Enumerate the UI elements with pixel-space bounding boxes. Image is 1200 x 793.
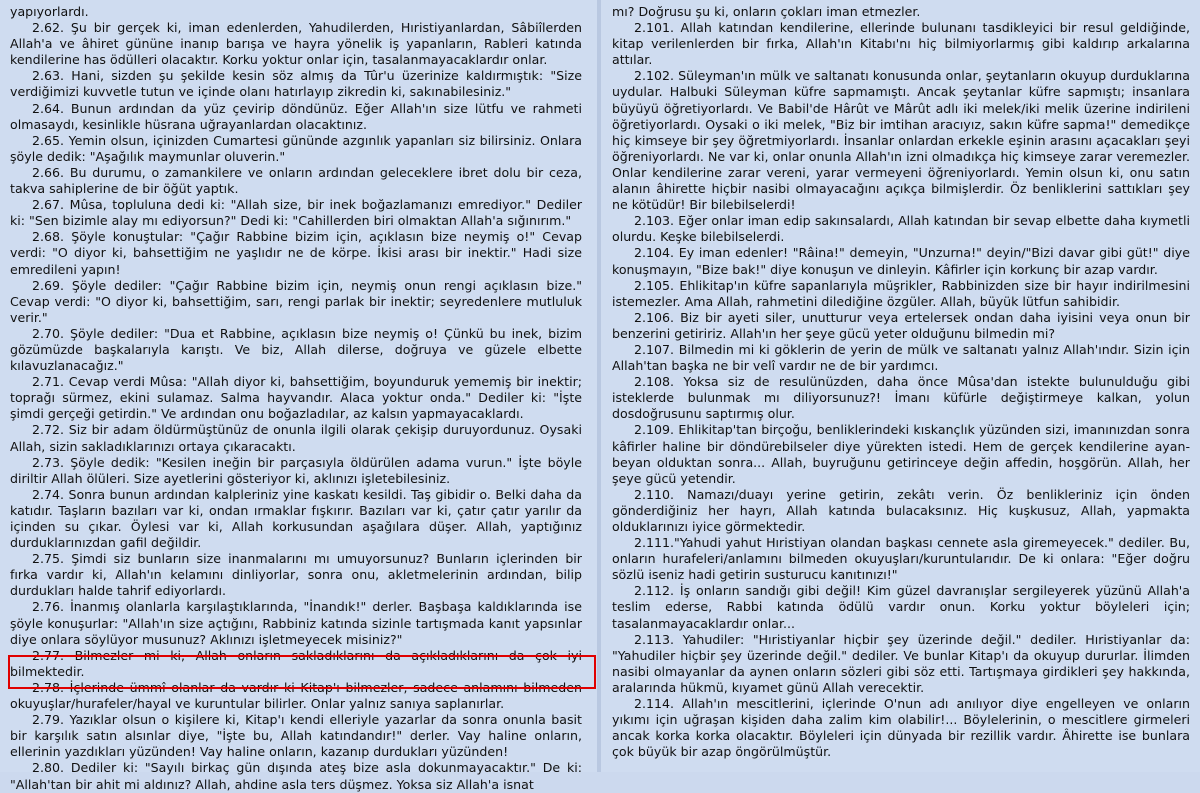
verse-2.63: 2.63. Hani, sizden şu şekilde kesin söz almış da Tûr'u üzerinize kaldırmıştık: "Size verdiğimizi kuvvetle tutun ve içinde olanı hatırlayıp zikredin ki, sakınabilesiniz." <box>10 68 582 100</box>
verse-2.64: 2.64. Bunun ardından da yüz çevirip döndünüz. Eğer Allah'ın size lütfu ve rahmeti olmasaydı, kesinlikle hüsrana uğrayanlardan olacaktınız. <box>10 100 582 132</box>
verse-2.75: 2.75. Şimdi siz bunların size inanmalarını mı umuyorsunuz? Bunların içlerinden bir fırka vardır ki, Allah'ın kelamını dinliyorlar, sonra onu, akletmelerinin ardından, bilip durdukları halde tahrif ediyorlardı. <box>10 551 582 599</box>
verse-2.76: 2.76. İnanmış olanlarla karşılaştıklarında, "İnandık!" derler. Başbaşa kaldıklarında ise şöyle konuşurlar: "Allah'ın size açtığını, Rabbiniz katında sizinle tartışmada kanıt yapsınlar diye onlara söylüyor musunuz? Aklınızı işletmeyecek misiniz?" <box>10 599 582 647</box>
verse-2.108: 2.108. Yoksa siz de resulünüzden, daha önce Mûsa'dan istekte bulunulduğu gibi isteklerde bulunmak mı diliyorsunuz?! İmanı küfürle değiştirmeye kalkan, yolun dosdoğrusunu saptırmış olur. <box>612 374 1190 422</box>
verse-2.101: 2.101. Allah katından kendilerine, ellerinde bulunanı tasdikleyici bir resul geldiğinde, kitap verilenlerden bir fırka, Allah'ın Kitabı'nı hiç bilmiyorlarmış gibi kaldırıp arkalarına attılar. <box>612 20 1190 68</box>
verse-2.102: 2.102. Süleyman'ın mülk ve saltanatı konusunda onlar, şeytanların okuyup durduklarına uydular. Halbuki Süleyman küfre sapmamıştı. Ancak şeytanlar küfre sapmıştı; insanlara büyüyü öğretiyorlardı. Ve Babil'de Hârût ve Mârût adlı iki melek/iki melik üzerine indirileni öğretiyorlardı. Oysaki o iki melek, "Biz bir imtihan aracıyız, sakın küfre sapma!" demedikçe hiç kimseye bir şey öğretmiyorlardı. İnsanlar onlardan erkekle eşinin arasını açacakları şeyi öğreniyorlardı. Ne var ki, onlar onunla Allah'ın izni olmadıkça hiç kimseye zarar veremezler. Onlar kendilerine zarar vereni, yarar vermeyeni öğreniyorlardı. Yemin olsun ki, onu satın alanın âhirette hiçbir nasibi olmayacağını açıkça bilmişlerdir. Öz benliklerini sattıkları şey ne kötüdür! Bir bilebilselerdi! <box>612 68 1190 213</box>
verse-2.74: 2.74. Sonra bunun ardından kalpleriniz yine kaskatı kesildi. Taş gibidir o. Belki daha da katıdır. Taşların bazıları var ki, ondan ırmaklar fışkırır. Bazıları var ki, çatır çatır yarılır da içinden su çıkar. Öylesi var ki, Allah korkusundan aşağılara düşer. Allah, yaptığınız durduklarınızdan gafil değildir. <box>10 486 582 551</box>
verse-2.114: 2.114. Allah'ın mescitlerini, içlerinde O'nun adı anılıyor diye engelleyen ve onların yıkımı için uğraşan kişiden daha zalim kim olabilir!... Böylelerinin, o mescitlere girmeleri ancak korka korka olacaktır. Böyleleri için dünyada bir rezillik vardır. Âhirette ise bunlara çok büyük bir azap öngörülmüştür. <box>612 696 1190 760</box>
verse-2.100-end: mı? Doğrusu şu ki, onların çokları iman etmezler. <box>612 4 921 19</box>
verse-2.103: 2.103. Eğer onlar iman edip sakınsalardı, Allah katından bir sevap elbette daha kıymetli olurdu. Keşke bilebilselerdi. <box>612 213 1190 245</box>
verse-2.73: 2.73. Şöyle dedik: "Kesilen ineğin bir parçasıyla öldürülen adama vurun." İşte böyle diriltir Allah ölüleri. Size ayetlerini gösteriyor ki, aklınızı işletebilesiniz. <box>10 454 582 486</box>
verse-2.113: 2.113. Yahudiler: "Hıristiyanlar hiçbir şey üzerinde değil." dediler. Hıristiyanlar da: "Yahudiler hiçbir şey üzerinde değil." dediler. Ve bunlar Kitap'ı da okuyup dururlar. İlimden nasibi olmayanlar da aynen onların sözleri gibi söz etti. Tartışmaya girdikleri şey hakkında, aralarında hükmü, kıyamet günü Allah verecektir. <box>612 631 1190 695</box>
verse-2.62-end: yapıyorlardı. <box>10 4 89 19</box>
verse-2.65: 2.65. Yemin olsun, içinizden Cumartesi gününde azgınlık yapanları siz bilirsiniz. Onlara şöyle dedik: "Aşağılık maymunlar oluverin." <box>10 132 582 164</box>
verse-2.69: 2.69. Şöyle dediler: "Çağır Rabbine bizim için, neymiş onun rengi açıklasın bize." Cevap verdi: "O diyor ki, bahsettiğim, sarı, rengi parlak bir inektir; seyredenlere mutluluk verir." <box>10 277 582 325</box>
verse-2.78: 2.78. İçlerinde ümmî olanlar da vardır ki Kitap'ı bilmezler, sadece anlamını bilmeden okuyuşlar/hurafeler/hayal ve kuruntular bilirler. Onlar yalnız sanıya saplanırlar. <box>10 679 582 712</box>
verse-2.111: 2.111."Yahudi yahut Hıristiyan olandan başkası cennete asla giremeyecek." dediler. Bu, onların hurafeleri/anlamını bilmeden okuyuşları/kuruntularıdır. De ki onlara: "Eğer doğru sözlü iseniz hadi getirin susturucu kanıtınızı!" <box>612 535 1190 583</box>
verse-2.109: 2.109. Ehlikitap'tan birçoğu, benliklerindeki kıskançlık yüzünden sizi, imanınızdan sonra kâfirler haline bir döndürebilseler diye yürekten istedi. Hem de gerçek kendilerine ayan-beyan olduktan sonra... Allah, buyruğunu getirinceye değin affedin, hoşgörün. Allah, her şeye gücü yetendir. <box>612 422 1190 486</box>
right-text-column <box>602 0 1200 772</box>
verse-2.105: 2.105. Ehlikitap'ın küfre sapanlarıyla müşrikler, Rabbinizden size bir hayır indirilmesini istemezler. Ama Allah, rahmetini dilediğine özgüler. Allah, büyük lütfun sahibidir. <box>612 277 1190 309</box>
verse-2.80: 2.80. Dediler ki: "Sayılı birkaç gün dışında ateş bize asla dokunmayacaktır." De ki: "Allah'tan bir ahit mi aldınız? Allah, ahdine asla ters düşmez. Yoksa siz Allah'a isnat <box>10 760 582 792</box>
verse-2.66: 2.66. Bu durumu, o zamankilere ve onların ardından geleceklere ibret dolu bir ceza, takva sahiplerine de bir öğüt yaptık. <box>10 164 582 197</box>
verse-2.68: 2.68. Şöyle konuştular: "Çağır Rabbine bizim için, açıklasın bize neymiş o!" Cevap verdi: "O diyor ki, bahsettiğim ne yaşlıdır ne de körpe. İkisi arası bir inektir." Hadi size emredileni yapın! <box>10 229 582 277</box>
verse-2.79: 2.79. Yazıklar olsun o kişilere ki, Kitap'ı kendi elleriyle yazarlar da sonra onunla basit bir karşılık satın alsınlar diye, "İşte bu, Allah katındandır!" derler. Vay haline onların, ellerinin yazdıkları yüzünden! Vay haline onların, kazanıp durdukları yüzünden! <box>10 712 582 760</box>
verse-2.71: 2.71. Cevap verdi Mûsa: "Allah diyor ki, bahsettiğim, boyunduruk yememiş bir inektir; toprağı sürmez, ekini sulamaz. Salma hayvandır. Alaca yoktur onda." Dediler ki: "İşte şimdi gerçeği getirdin." Ve ardından onu boğazladılar, az kalsın yapmayacaklardı. <box>10 374 582 422</box>
verse-2.104: 2.104. Ey iman edenler! "Râina!" demeyin, "Unzurna!" deyin/"Bizi davar gibi güt!" diye konuşmayın, "Bize bak!" diye konuşun ve dinleyin. Kâfirler için korkunç bir azap vardır. <box>612 245 1190 277</box>
verse-2.67: 2.67. Mûsa, topluluna dedi ki: "Allah size, bir inek boğazlamanızı emrediyor." Dediler ki: "Sen bizimle alay mı ediyorsun?" Dedi ki: "Cahillerden biri olmaktan Allah'a sığınırım." <box>10 197 582 229</box>
verse-2.110: 2.110. Namazı/duayı yerine getirin, zekâtı verin. Öz benlikleriniz için önden gönderdiğiniz her hayrı, Allah katında bulacaksınız. Hiç kuşkusuz, Allah, yapmakta olduklarınızı iyice görmektedir. <box>612 486 1190 534</box>
column-divider <box>597 0 601 772</box>
verse-highlight-box <box>8 655 596 689</box>
verse-2.77: 2.77. Bilmezler mi ki, Allah onların sakladıklarını da açıkladıklarını da çok iyi bilmektedir. <box>10 647 582 679</box>
verse-2.106: 2.106. Biz bir ayeti siler, unutturur veya ertelersek ondan daha iyisini veya onun bir benzerini getiririz. Allah'ın her şeye gücü yeter olduğunu bilmedin mi? <box>612 309 1190 341</box>
verse-2.70: 2.70. Şöyle dediler: "Dua et Rabbine, açıklasın bize neymiş o! Çünkü bu inek, bizim gözümüzde başkalarıyla karıştı. Ve biz, Allah dilerse, doğruya ve güzele elbette kılavuzlanacağız." <box>10 325 582 374</box>
verse-2.62: 2.62. Şu bir gerçek ki, iman edenlerden, Yahudilerden, Hıristiyanlardan, Sâbiîlerden Allah'a ve âhiret gününe inanıp barışa ve hayra yönelik iş yapanların, Rableri katında kendilerine has ödülleri olacaktır. Korku yoktur onlar için, tasalanmayacaklardır onlar. <box>10 20 582 68</box>
verse-2.112: 2.112. İş onların sandığı gibi değil! Kim güzel davranışlar sergileyerek yüzünü Allah'a teslim ederse, Rabbi katında ödülü vardır onun. Korku yoktur böyleleri için; tasalanmayacaklardır onlar... <box>612 583 1190 631</box>
verse-2.107: 2.107. Bilmedin mi ki göklerin de yerin de mülk ve saltanatı yalnız Allah'ındır. Sizin için Allah'tan başka ne bir velî vardır ne de bir yardımcı. <box>612 341 1190 374</box>
verse-2.72: 2.72. Siz bir adam öldürmüştünüz de onunla ilgili olarak çekişip duruyordunuz. Oysaki Allah, sizin sakladıklarınızı ortaya çıkaracaktı. <box>10 422 582 454</box>
